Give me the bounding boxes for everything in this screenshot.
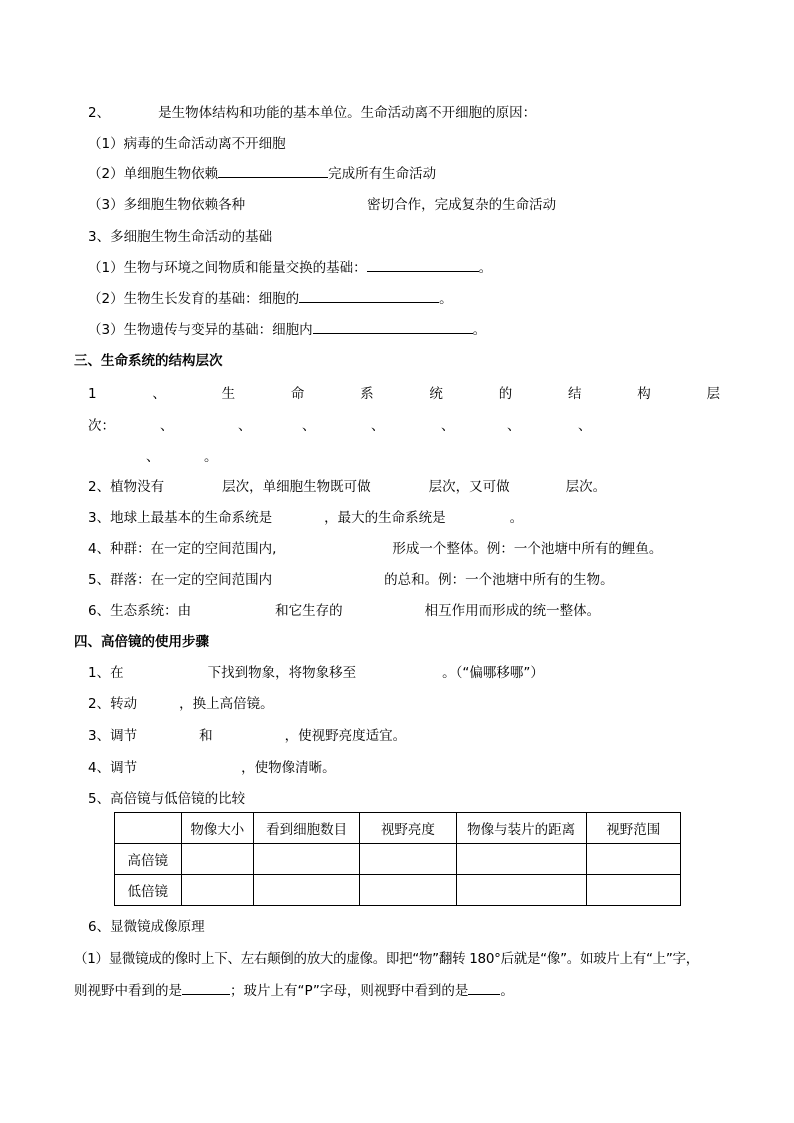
question-number: 2、 bbox=[88, 105, 111, 121]
question-3-6-row: 6、生态系统：由 和它生存的 相互作用而形成的统一整体。 bbox=[88, 603, 601, 619]
table-header-cell: 物像大小 bbox=[181, 813, 254, 844]
question-3-4-row: 4、种群：在一定的空间范围内, 形成一个整体。例：一个池塘中所有的鲤鱼。 bbox=[88, 541, 663, 557]
table-header-row bbox=[115, 813, 681, 844]
question-4-2-row: 2、转动 ，换上高倍镜。 bbox=[88, 696, 274, 712]
table-cell[interactable] bbox=[360, 875, 456, 906]
separator: 、 bbox=[371, 418, 385, 434]
question-4-6: 6、显微镜成像原理 bbox=[88, 919, 205, 935]
section-3-heading: 三、生命系统的结构层次 bbox=[74, 353, 223, 369]
question-1-line-2: 次： bbox=[88, 418, 115, 434]
question-4-4-row: 4、调节 ，使物像清晰。 bbox=[88, 760, 336, 776]
question-3-3-row: 3、地球上最基本的生命系统是 ，最大的生命系统是 。 bbox=[88, 510, 524, 526]
row-label: 高倍镜 bbox=[115, 844, 182, 875]
table-header-cell: 物像与装片的距离 bbox=[456, 813, 586, 844]
table-cell[interactable] bbox=[586, 844, 680, 875]
table-cell[interactable] bbox=[456, 875, 586, 906]
question-2-2: （2）单细胞生物依赖 完成所有生命活动 bbox=[88, 166, 437, 182]
table-row bbox=[115, 875, 681, 906]
separator: 、 bbox=[160, 418, 174, 434]
table-cell[interactable] bbox=[181, 875, 254, 906]
table-cell[interactable] bbox=[586, 875, 680, 906]
question-4-1-row: 1、在 下找到物象，将物象移至 。（“偏哪移哪”） bbox=[88, 665, 544, 681]
separator: 、 bbox=[146, 449, 160, 465]
table-cell[interactable] bbox=[456, 844, 586, 875]
separator: 、 bbox=[441, 418, 455, 434]
answer-blank[interactable] bbox=[468, 982, 500, 995]
question-3-5-row: 5、群落：在一定的空间范围内 的总和。例：一个池塘中所有的生物。 bbox=[88, 572, 614, 588]
question-4-3-row: 3、调节 和 ，使视野亮度适宜。 bbox=[88, 728, 407, 744]
question-text: 是生物体结构和功能的基本单位。生命活动离不开细胞的原因： bbox=[158, 105, 537, 121]
question-3-2: （2）生物生长发育的基础：细胞的 。 bbox=[88, 291, 453, 307]
question-3-2-row: 2、植物没有 层次，单细胞生物既可做 层次，又可做 层次。 bbox=[88, 479, 607, 495]
question-2-3: （3）多细胞生物依赖各种 密切合作，完成复杂的生命活动 bbox=[88, 197, 557, 213]
answer-blank[interactable] bbox=[367, 259, 479, 272]
question-4-6-1-line-1: （1）显微镜成的像时上下、左右颠倒的放大的虚像。即把“物”翻转 180°后就是“像”。如玻片上有“上”字， bbox=[74, 951, 699, 967]
question-1-line-1: 1 、 生 命 系 统 的 结 构 层 bbox=[88, 386, 720, 402]
table-header-cell: 视野范围 bbox=[586, 813, 680, 844]
table-cell[interactable] bbox=[360, 844, 456, 875]
table-header-cell bbox=[115, 813, 182, 844]
question-4-6-1-line-2: 则视野中看到的是 ；玻片上有“P”字母，则视野中看到的是 。 bbox=[74, 983, 514, 999]
row-label: 低倍镜 bbox=[115, 875, 182, 906]
question-2-1: （1）病毒的生命活动离不开细胞 bbox=[88, 136, 286, 152]
separator: 、 bbox=[302, 418, 316, 434]
separator: 、 bbox=[238, 418, 252, 434]
answer-blank[interactable] bbox=[182, 982, 230, 995]
table-cell[interactable] bbox=[181, 844, 254, 875]
comparison-table bbox=[114, 812, 681, 906]
separator: 、 bbox=[507, 418, 521, 434]
table-header-cell: 视野亮度 bbox=[360, 813, 456, 844]
table-cell[interactable] bbox=[254, 844, 360, 875]
question-2 bbox=[88, 104, 536, 122]
table-row bbox=[115, 844, 681, 875]
separator: 、 bbox=[578, 418, 592, 434]
table-cell[interactable] bbox=[254, 875, 360, 906]
question-3-1: （1）生物与环境之间物质和能量交换的基础： 。 bbox=[88, 260, 493, 276]
question-3-3: （3）生物遗传与变异的基础：细胞内 。 bbox=[88, 322, 487, 338]
answer-blank[interactable] bbox=[299, 290, 439, 303]
question-3: 3、多细胞生物生命活动的基础 bbox=[88, 229, 273, 245]
answer-blank[interactable] bbox=[218, 165, 328, 178]
answer-blank[interactable] bbox=[313, 321, 473, 334]
question-4-5: 5、高倍镜与低倍镜的比较 bbox=[88, 791, 246, 807]
period: 。 bbox=[204, 449, 218, 465]
table-header-cell: 看到细胞数目 bbox=[254, 813, 360, 844]
section-4-heading: 四、高倍镜的使用步骤 bbox=[74, 634, 209, 650]
